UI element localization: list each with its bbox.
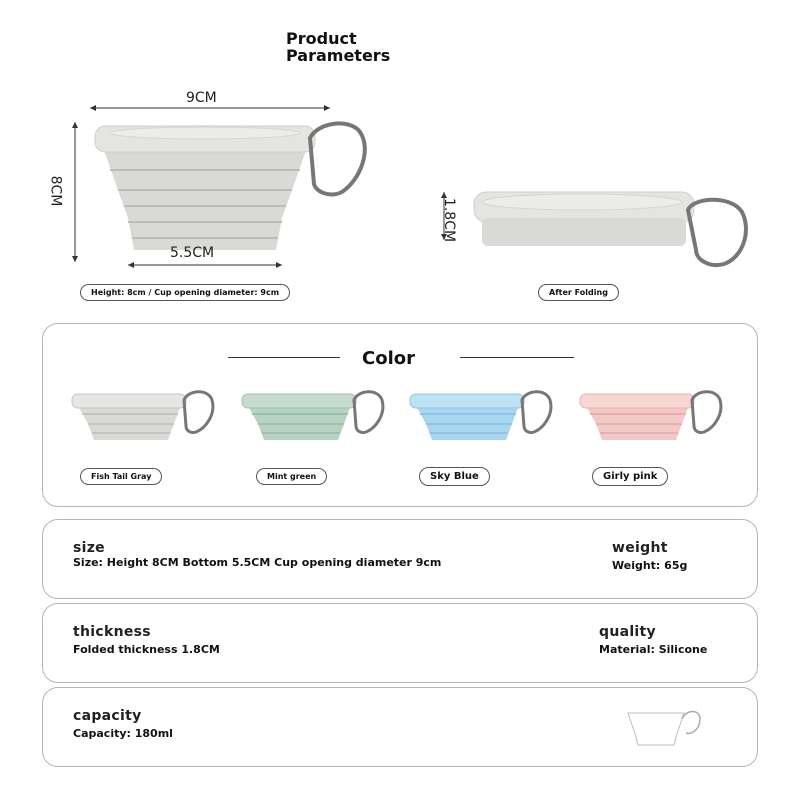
color-label-pink: Girly pink <box>592 467 668 486</box>
height-label: 8CM <box>47 175 64 207</box>
quality-value: Material: Silicone <box>599 643 708 656</box>
title-line-1: Product <box>286 29 357 48</box>
quality-heading: quality <box>599 624 656 640</box>
size-value: Size: Height 8CM Bottom 5.5CM Cup opening diameter 9cm <box>73 556 442 569</box>
color-swatch-blue <box>408 388 558 457</box>
thickness-heading: thickness <box>73 624 151 640</box>
caption-open: Height: 8cm / Cup opening diameter: 9cm <box>80 284 290 301</box>
color-title: Color <box>362 348 415 369</box>
weight-value: Weight: 65g <box>612 559 688 572</box>
folded-label: 1.8CM <box>441 197 458 243</box>
width-label: 9CM <box>186 90 217 106</box>
open-cup-illustration <box>60 100 390 275</box>
color-swatch-pink <box>578 388 728 457</box>
thickness-value: Folded thickness 1.8CM <box>73 643 220 656</box>
cup-outline-icon <box>622 705 704 749</box>
title-line-2: Parameters <box>286 46 391 65</box>
folded-cup-illustration <box>420 180 760 275</box>
page-title <box>286 30 390 64</box>
bottom-label: 5.5CM <box>170 245 215 261</box>
capacity-heading: capacity <box>73 708 142 724</box>
color-swatch-mint <box>240 388 390 457</box>
color-divider-right <box>460 357 574 358</box>
color-divider-left <box>228 357 340 358</box>
color-label-gray: Fish Tail Gray <box>80 468 162 485</box>
size-heading: size <box>73 540 105 556</box>
caption-folded: After Folding <box>538 284 619 301</box>
color-label-blue: Sky Blue <box>419 467 490 486</box>
color-swatch-gray <box>70 388 220 457</box>
weight-heading: weight <box>612 540 668 556</box>
capacity-value: Capacity: 180ml <box>73 727 173 740</box>
color-label-mint: Mint green <box>256 468 327 485</box>
